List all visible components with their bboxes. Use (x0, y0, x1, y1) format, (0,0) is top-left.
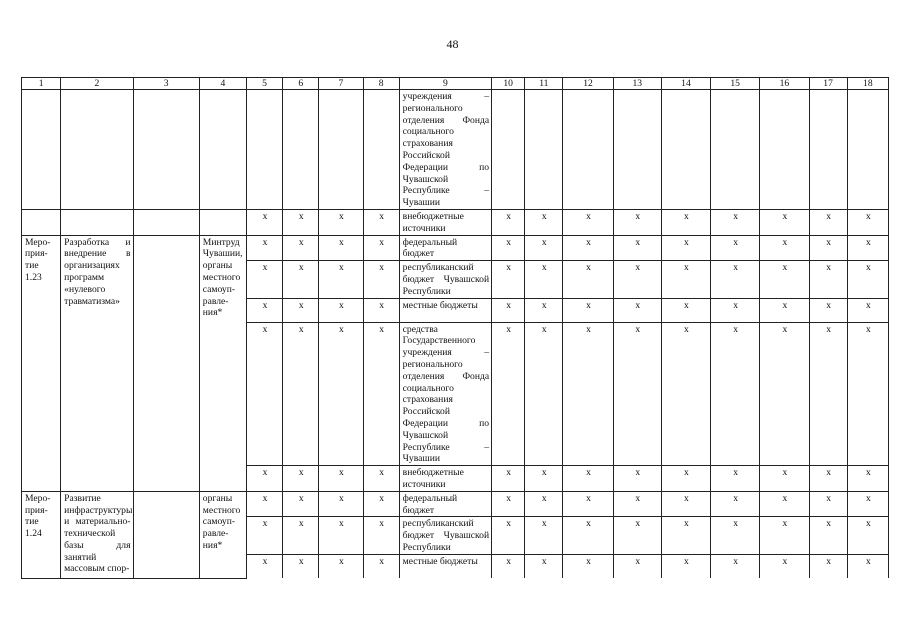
mark-cell: х (247, 261, 283, 298)
mark-cell: х (319, 517, 363, 554)
mark-cell: х (492, 491, 525, 517)
mark-cell: х (363, 298, 399, 322)
mark-cell: х (760, 261, 809, 298)
mark-cell: х (847, 466, 888, 492)
column-number: 9 (399, 78, 491, 90)
mark-cell: х (760, 517, 809, 554)
column-number: 14 (661, 78, 710, 90)
event-label: Меро- прия- тие 1.23 (22, 235, 61, 491)
mark-cell: х (563, 466, 613, 492)
empty-cell (133, 491, 199, 578)
mark-cell: х (613, 298, 661, 322)
mark-cell: х (247, 322, 283, 466)
empty-cell (133, 90, 199, 210)
mark-cell: х (283, 322, 319, 466)
empty-cell (809, 90, 847, 210)
table-row (22, 491, 889, 517)
mark-cell: х (492, 517, 525, 554)
mark-cell: х (283, 517, 319, 554)
mark-cell: х (809, 466, 847, 492)
mark-cell: х (283, 235, 319, 261)
mark-cell: х (525, 554, 563, 578)
mark-cell: х (760, 322, 809, 466)
mark-cell: х (613, 322, 661, 466)
mark-cell: х (283, 298, 319, 322)
mark-cell: х (247, 235, 283, 261)
empty-cell (199, 90, 246, 210)
column-number: 8 (363, 78, 399, 90)
column-number: 11 (525, 78, 563, 90)
column-number: 2 (61, 78, 133, 90)
mark-cell: х (247, 554, 283, 578)
mark-cell: х (492, 261, 525, 298)
column-number: 17 (809, 78, 847, 90)
funding-source-cell: федеральный бюджет (399, 491, 491, 517)
mark-cell: х (661, 517, 710, 554)
empty-cell (613, 90, 661, 210)
mark-cell: х (319, 235, 363, 261)
mark-cell: х (711, 235, 760, 261)
mark-cell: х (661, 209, 710, 235)
empty-cell (22, 90, 61, 210)
mark-cell: х (809, 235, 847, 261)
mark-cell: х (525, 491, 563, 517)
mark-cell: х (525, 466, 563, 492)
mark-cell: х (613, 261, 661, 298)
mark-cell: х (809, 322, 847, 466)
mark-cell: х (525, 298, 563, 322)
funding-source-cell: учреждения – регионального отделения Фонда социального страхования Российской Федерации по Чувашской Республике – Чувашии (399, 90, 491, 210)
mark-cell: х (563, 554, 613, 578)
mark-cell: х (613, 209, 661, 235)
mark-cell: х (492, 322, 525, 466)
mark-cell: х (760, 491, 809, 517)
mark-cell: х (760, 209, 809, 235)
funding-source-cell: федеральный бюджет (399, 235, 491, 261)
column-number: 6 (283, 78, 319, 90)
mark-cell: х (247, 298, 283, 322)
mark-cell: х (319, 466, 363, 492)
empty-cell (133, 235, 199, 491)
empty-cell (283, 90, 319, 210)
mark-cell: х (613, 466, 661, 492)
budget-table (21, 77, 889, 579)
mark-cell: х (809, 298, 847, 322)
empty-cell (525, 90, 563, 210)
mark-cell: х (247, 517, 283, 554)
mark-cell: х (363, 517, 399, 554)
mark-cell: х (809, 261, 847, 298)
mark-cell: х (661, 491, 710, 517)
empty-cell (847, 90, 888, 210)
mark-cell: х (525, 517, 563, 554)
mark-cell: х (525, 235, 563, 261)
mark-cell: х (492, 466, 525, 492)
event-label: Меро- прия- тие 1.24 (22, 491, 61, 578)
mark-cell: х (711, 491, 760, 517)
mark-cell: х (847, 298, 888, 322)
event-name: Развитие инфраструктуры и материально-технической базы для занятий массовым спор- (61, 491, 133, 578)
mark-cell: х (809, 554, 847, 578)
mark-cell: х (711, 298, 760, 322)
mark-cell: х (563, 209, 613, 235)
mark-cell: х (492, 209, 525, 235)
mark-cell: х (760, 235, 809, 261)
mark-cell: х (492, 235, 525, 261)
empty-cell (247, 90, 283, 210)
mark-cell: х (363, 235, 399, 261)
mark-cell: х (563, 235, 613, 261)
mark-cell: х (525, 322, 563, 466)
mark-cell: х (563, 261, 613, 298)
mark-cell: х (247, 491, 283, 517)
mark-cell: х (283, 209, 319, 235)
column-number: 4 (199, 78, 246, 90)
empty-cell (760, 90, 809, 210)
column-number: 15 (711, 78, 760, 90)
mark-cell: х (613, 235, 661, 261)
mark-cell: х (319, 298, 363, 322)
mark-cell: х (809, 517, 847, 554)
mark-cell: х (711, 261, 760, 298)
table-row (22, 90, 889, 210)
mark-cell: х (711, 517, 760, 554)
mark-cell: х (847, 491, 888, 517)
mark-cell: х (319, 209, 363, 235)
funding-source-cell: местные бюджеты (399, 554, 491, 578)
column-number: 12 (563, 78, 613, 90)
mark-cell: х (319, 554, 363, 578)
column-number: 18 (847, 78, 888, 90)
mark-cell: х (363, 554, 399, 578)
mark-cell: х (809, 209, 847, 235)
mark-cell: х (613, 517, 661, 554)
mark-cell: х (363, 261, 399, 298)
empty-cell (711, 90, 760, 210)
mark-cell: х (319, 261, 363, 298)
mark-cell: х (760, 554, 809, 578)
column-number: 7 (319, 78, 363, 90)
column-number: 16 (760, 78, 809, 90)
mark-cell: х (711, 466, 760, 492)
executor: органы местного самоуп- равле- ния* (199, 491, 246, 578)
mark-cell: х (525, 261, 563, 298)
funding-source-cell: средства Государственного учреждения – регионального отделения Фонда социального страхования Российской Федерации по Чувашской Республике – Чувашии (399, 322, 491, 466)
mark-cell: х (283, 261, 319, 298)
mark-cell: х (563, 517, 613, 554)
mark-cell: х (847, 261, 888, 298)
mark-cell: х (363, 466, 399, 492)
mark-cell: х (847, 235, 888, 261)
empty-cell (363, 90, 399, 210)
mark-cell: х (363, 209, 399, 235)
mark-cell: х (661, 322, 710, 466)
mark-cell: х (661, 554, 710, 578)
mark-cell: х (760, 298, 809, 322)
funding-source-cell: внебюджетные источники (399, 466, 491, 492)
mark-cell: х (563, 298, 613, 322)
column-number: 3 (133, 78, 199, 90)
mark-cell: х (613, 491, 661, 517)
mark-cell: х (711, 209, 760, 235)
mark-cell: х (847, 517, 888, 554)
empty-cell (61, 209, 133, 235)
mark-cell: х (847, 322, 888, 466)
table-row (22, 235, 889, 261)
mark-cell: х (809, 491, 847, 517)
mark-cell: х (760, 466, 809, 492)
empty-cell (22, 209, 61, 235)
column-number: 1 (22, 78, 61, 90)
mark-cell: х (613, 554, 661, 578)
mark-cell: х (563, 322, 613, 466)
empty-cell (319, 90, 363, 210)
mark-cell: х (247, 466, 283, 492)
funding-source-cell: местные бюджеты (399, 298, 491, 322)
empty-cell (61, 90, 133, 210)
mark-cell: х (661, 235, 710, 261)
executor: Минтруд Чувашии, органы местного самоуп- равле- ния* (199, 235, 246, 491)
mark-cell: х (283, 466, 319, 492)
mark-cell: х (247, 209, 283, 235)
mark-cell: х (492, 298, 525, 322)
mark-cell: х (711, 554, 760, 578)
mark-cell: х (363, 491, 399, 517)
event-name: Разработка и внедрение в организациях программ «нулевого травматизма» (61, 235, 133, 491)
mark-cell: х (363, 322, 399, 466)
mark-cell: х (847, 554, 888, 578)
empty-cell (492, 90, 525, 210)
mark-cell: х (563, 491, 613, 517)
column-number: 10 (492, 78, 525, 90)
mark-cell: х (661, 466, 710, 492)
column-number: 13 (613, 78, 661, 90)
empty-cell (199, 209, 246, 235)
column-number: 5 (247, 78, 283, 90)
mark-cell: х (283, 491, 319, 517)
mark-cell: х (525, 209, 563, 235)
mark-cell: х (661, 298, 710, 322)
empty-cell (563, 90, 613, 210)
mark-cell: х (283, 554, 319, 578)
funding-source-cell: республиканский бюджет Чувашской Республики (399, 261, 491, 298)
mark-cell: х (661, 261, 710, 298)
mark-cell: х (319, 322, 363, 466)
table-row (22, 209, 889, 235)
mark-cell: х (492, 554, 525, 578)
funding-source-cell: республиканский бюджет Чувашской Республики (399, 517, 491, 554)
column-number-row (22, 78, 889, 90)
page-number: 48 (446, 37, 459, 51)
mark-cell: х (319, 491, 363, 517)
mark-cell: х (711, 322, 760, 466)
mark-cell: х (847, 209, 888, 235)
empty-cell (661, 90, 710, 210)
funding-source-cell: внебюджетные источники (399, 209, 491, 235)
empty-cell (133, 209, 199, 235)
